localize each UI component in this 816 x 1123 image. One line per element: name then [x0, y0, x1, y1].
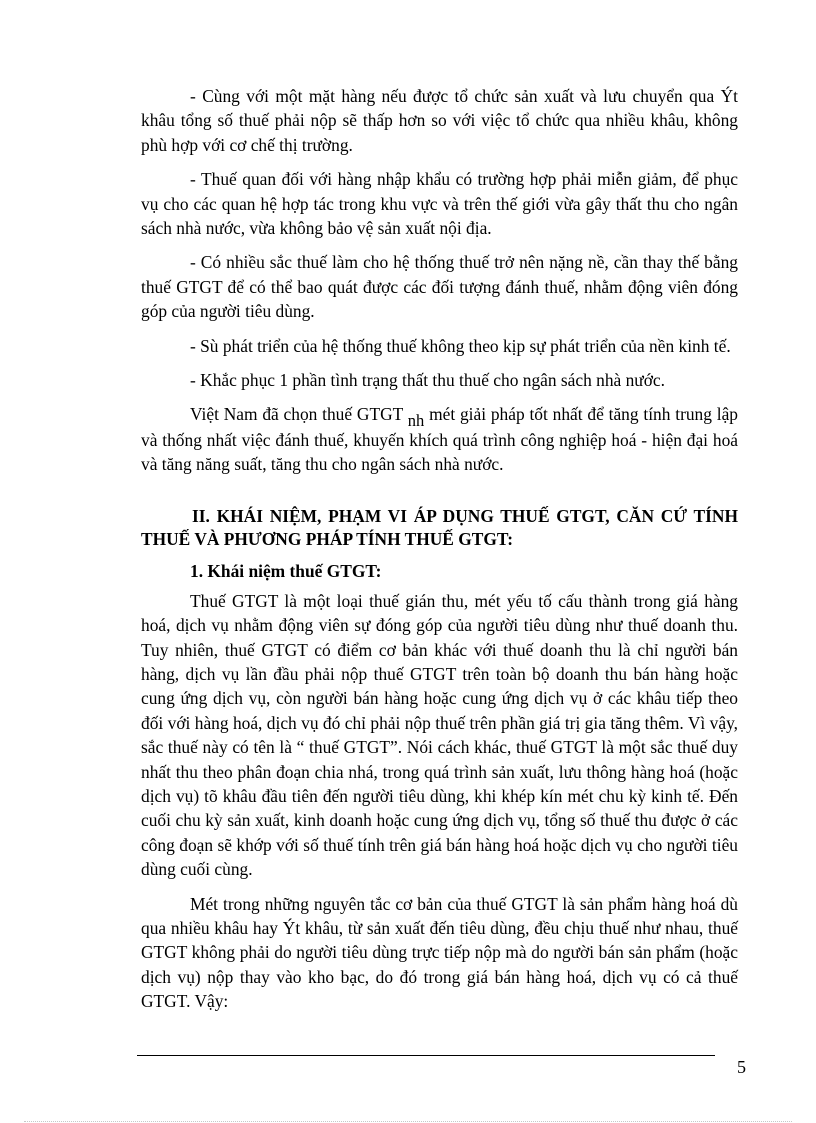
paragraph-vat-principle: Mét trong những nguyên tắc cơ bản của thuế GTGT là sản phẩm hàng hoá dù qua nhiều khâu hay Ýt khâu, từ sản xuất đến tiêu dùng, đều chịu thuế như nhau, thuế GTGT không phải do người tiêu dùng trực tiếp nộp mà do người bán sản phẩm (hoặc dịch vụ) nộp thay vào kho bạc, do đó trong giá bán hàng hoá, dịch vụ có cả thuế GTGT. Vậy:	[141, 893, 738, 1012]
paragraph-vietnam-choice	[141, 402, 738, 476]
paragraph-revenue-loss: - Khắc phục 1 phần tình trạng thất thu thuế cho ngân sách nhà nước.	[190, 370, 665, 391]
choice-subscript: nh	[407, 411, 425, 431]
page-bottom-edge	[24, 1121, 792, 1122]
paragraph-many-taxes: - Có nhiều sắc thuế làm cho hệ thống thuế trở nên nặng nề, cần thay thế bằng thuế GTGT để có thể bao quát được các đối tượng đánh thuế, nhằm động viên đóng góp của người tiêu dùng.	[141, 252, 738, 322]
paragraph-vat-definition: Thuế GTGT là một loại thuế gián thu, mét yếu tố cấu thành trong giá hàng hoá, dịch vụ nhằm động viên sự đóng góp của người tiêu dùng như thuế doanh thu. Tuy nhiên, thuế GTGT có điểm cơ bản khác với thuế doanh thu là chỉ người bán hàng, dịch vụ lần đầu phải nộp thuế GTGT trên toàn bộ doanh thu bán hàng hoặc cung ứng dịch vụ, còn người bán hàng hoặc cung ứng dịch vụ ở các khâu tiếp theo đối với hàng hoá, dịch vụ đó chỉ phải nộp thuế trên phần giá trị gia tăng thêm. Vì vậy, sắc thuế này có tên là “ thuế GTGT”. Nói cách khác, thuế GTGT là một sắc thuế duy nhất thu theo phân đoạn chia nhá, trong quá trình sản xuất, lưu thông hàng hoá (hoặc dịch vụ) tõ khâu đầu tiên đến người tiêu dùng, khi khép kín mét chu kỳ kinh tế. Đến cuối chu kỳ sản xuất, kinh doanh hoặc cung ứng dịch vụ, tổng số thuế thu được ở các công đoạn sẽ khớp với số thuế tính trên giá bán hàng hoá hoặc dịch vụ cho người tiêu dùng cuối cùng.	[141, 590, 738, 880]
page-content	[141, 84, 738, 1024]
choice-text-before: Việt Nam đã chọn thuế GTGT	[190, 404, 408, 425]
paragraph-market-fit: - Cùng với một mặt hàng nếu được tổ chức sản xuất và lưu chuyển qua Ýt khâu tổng số thuế phải nộp sẽ thấp hơn so với việc tổ chức qua nhiều khâu, không phù hợp với cơ chế thị trường.	[141, 86, 738, 155]
footer-divider	[137, 1055, 715, 1056]
paragraph-import-tariff: - Thuế quan đối với hàng nhập khẩu có trường hợp phải miễn giảm, để phục vụ cho các quan hệ hợp tác trong khu vực và trên thế giới vừa gây thất thu cho ngân sách nhà nước, vừa không bảo vệ sản xuất nội địa.	[141, 169, 738, 239]
page-number: 5	[737, 1057, 746, 1077]
subsection-heading: 1. Khái niệm thuế GTGT:	[190, 560, 382, 581]
choice-text-after: mét giải pháp tốt nhất để tăng tính trung lập và thống nhất việc đánh thuế, khuyến khích quá trình công nghiệp hoá - hiện đại hoá và tăng năng suất, tăng thu cho ngân sách nhà nước.	[141, 404, 739, 475]
section-heading: II. KHÁI NIỆM, PHẠM VI ÁP DỤNG THUẾ GTGT, CĂN CỨ TÍNH THUẾ VÀ PHƯƠNG PHÁP TÍNH THUẾ GTGT:	[141, 505, 738, 549]
paragraph-tax-system-lag: - Sù phát triển của hệ thống thuế không theo kịp sự phát triển của nền kinh tế.	[190, 335, 731, 356]
